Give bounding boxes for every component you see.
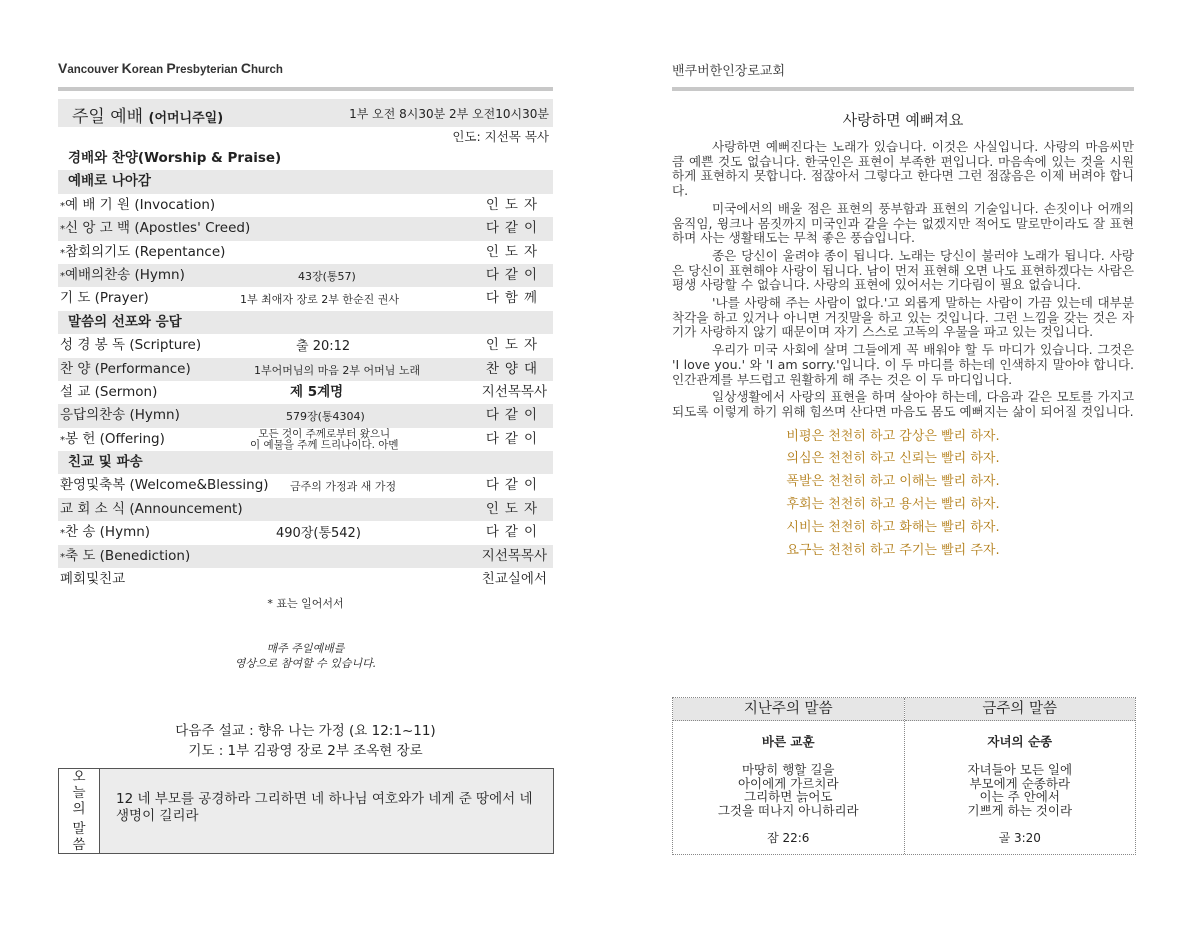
order-section-heading: 친교 및 파송 [58, 451, 553, 474]
order-item-leader: 인도자 [485, 196, 543, 213]
left-page [58, 60, 553, 761]
order-item-leader: 인도자 [485, 500, 543, 517]
standing-mark: * [60, 200, 65, 212]
today-word-label: 오 늘 의 말 씀 [59, 769, 100, 853]
today-word-text: 12 네 부모를 공경하라 그리하면 네 하나님 여호와가 네게 준 땅에서 네 생명이 길리라 [100, 769, 553, 853]
order-item-name: 기 도 (Prayer) [60, 290, 149, 307]
service-title: 주일 예배 (어머니주일) [72, 107, 224, 127]
order-item-name: 성 경 봉 독 (Scripture) [60, 337, 202, 354]
order-item [58, 474, 553, 497]
order-item-name: *찬 송 (Hymn) [60, 524, 151, 541]
essay-body [672, 140, 1134, 420]
standing-mark: * [60, 247, 65, 259]
next-prayer: 기도 : 1부 김광영 장로 2부 조옥현 장로 [188, 743, 423, 760]
order-item-detail: 모든 것이 주께로부터 왔으니 이 예물을 주께 드리나이다. 아멘 [250, 427, 399, 451]
order-item-leader: 친교실에서 [481, 571, 547, 588]
church-name-korean: 밴쿠버한인장로교회 [672, 64, 786, 79]
order-section-heading: 예배로 나아감 [58, 170, 553, 193]
order-item-name: *신 앙 고 백 (Apostles' Creed) [60, 220, 251, 237]
order-item-detail: 490장(통542) [276, 526, 361, 542]
order-item [58, 568, 553, 591]
service-leader: 인도: 지선목 목사 [452, 129, 549, 144]
standing-mark: * [60, 270, 65, 282]
order-item [58, 264, 553, 287]
order-item-leader: 지선목목사 [481, 383, 547, 400]
order-item-name: 환영및축복 (Welcome&Blessing) [60, 477, 269, 494]
motto-item: 의심은 천천히 하고 신뢰는 빨리 하자. [786, 451, 1000, 467]
scripture-table [672, 697, 1136, 855]
order-item-name: *봉 헌 (Offering) [60, 430, 165, 447]
header-divider [672, 87, 1134, 91]
service-block [58, 99, 553, 591]
order-item-leader: 다같이 [485, 266, 543, 283]
order-item [58, 404, 553, 427]
essay-paragraph: 미국에서의 배울 점은 표현의 풍부함과 표현의 기술입니다. 손짓이나 어깨의 움직임, 윙크나 몸짓까지 미국인과 같을 수는 없겠지만 적어도 말로만이라도 잘 표현하며 사는 생활태도는 무척 좋은 풍습입니다. [672, 200, 1134, 246]
order-item [58, 241, 553, 264]
order-item-detail: 579장(통4304) [286, 410, 365, 424]
order-of-worship [58, 147, 553, 591]
order-item-name: 설 교 (Sermon) [60, 383, 158, 400]
order-item-leader: 지선목목사 [481, 547, 547, 564]
order-item-name: *참회의기도 (Repentance) [60, 243, 226, 260]
order-item [58, 287, 553, 310]
order-item [58, 334, 553, 357]
order-item-leader: 인도자 [485, 243, 543, 260]
standing-note: * 표는 일어서서 [267, 597, 344, 611]
order-item [58, 358, 553, 381]
essay-title: 사랑하면 예뻐져요 [842, 111, 964, 129]
order-item-detail: 43장(통57) [298, 269, 356, 283]
essay-paragraph: '나를 사랑해 주는 사람이 없다.'고 외롭게 말하는 사람이 가끔 있는데 대부분 착각을 하고 있거나 아니면 거짓말을 하고 있는 것입니다. 그런 느낌을 갖는 것은 자기가 사랑하지 않기 때문이며 자기 스스로 고독의 우물을 파고 있는 것입니다. [672, 295, 1134, 340]
online-worship-note: 매주 주일예배를 영상으로 참여할 수 있습니다. [234, 642, 377, 671]
order-item-name: 응답의찬송 (Hymn) [60, 407, 180, 424]
order-item-detail: 제 5계명 [290, 383, 344, 400]
next-week-info [58, 721, 553, 761]
essay-paragraph: 우리가 미국 사회에 살며 그들에게 꼭 배워야 할 두 마디가 있습니다. 그것은 'I love you.' 와 'I am sorry.'입니다. 이 두 마디를 하는데 인색하지 말아야 합니다. 인간관계를 부드럽고 원활하게 해 주는 것은 이 두 마디입니다. [672, 342, 1134, 387]
motto-item: 폭발은 천천히 하고 이해는 빨리 하자. [786, 474, 1000, 490]
order-item-name: 찬 양 (Performance) [60, 360, 191, 377]
order-item-leader: 다같이 [485, 477, 543, 494]
essay-paragraph: 사랑하면 예뻐진다는 노래가 있습니다. 이것은 사실입니다. 사랑의 마음씨만큼 예쁜 것도 없습니다. 한국인은 표현이 부족한 편입니다. 마음속에 있는 것을 시원하게 표현하지 못합니다. 점잖아서 그렇다고 한다면 그런 점잖음은 이제 버려야 합니다. [672, 139, 1134, 199]
order-item [58, 428, 553, 451]
standing-mark: * [60, 528, 65, 540]
essay-paragraph: 일상생활에서 사랑의 표현을 하며 살아야 하는데, 다음과 같은 모토를 가지고 되도록 이렇게 하기 위해 힘쓰며 산다면 마음도 몸도 예뻐지는 삶이 되어질 것입니다. [672, 389, 1134, 419]
next-sermon: 다음주 설교 : 향유 나는 가정 (요 12:1~11) [175, 723, 436, 740]
order-item [58, 545, 553, 568]
order-item [58, 498, 553, 521]
service-title-bar [58, 99, 553, 127]
order-item-name: 교 회 소 식 (Announcement) [60, 500, 243, 517]
order-item [58, 217, 553, 240]
standing-mark: * [60, 224, 65, 236]
order-item-name: *축 도 (Benediction) [60, 547, 191, 564]
order-item-leader: 다같이 [485, 407, 543, 424]
header-divider [58, 87, 553, 91]
last-week-word: 지난주의 말씀 바른 교훈 마땅히 행할 길을 아이에게 가르치라 그리하면 늙어도 그것을 떠나지 아니하리라 잠 22:6 [673, 698, 904, 854]
this-week-word: 금주의 말씀 자녀의 순종 자녀들아 모든 일에 부모에게 순종하라 이는 주 안에서 기쁘게 하는 것이라 골 3:20 [904, 698, 1136, 854]
motto-item: 비평은 천천히 하고 감상은 빨리 하자. [786, 428, 1000, 444]
order-item-detail: 1부 최애자 장로 2부 한순진 권사 [240, 293, 399, 307]
order-item-leader: 다함께 [485, 290, 543, 307]
motto-item: 후회는 천천히 하고 용서는 빨리 하자. [786, 497, 1000, 513]
order-section-heading: 경배와 찬양(Worship & Praise) [68, 150, 282, 166]
order-section-heading: 말씀의 선포와 응답 [58, 311, 553, 334]
order-item-detail: 1부어머님의 마음 2부 어머님 노래 [254, 363, 421, 377]
motto-item: 요구는 천천히 하고 주기는 빨리 주자. [786, 542, 1000, 558]
right-page [672, 60, 1134, 562]
order-item-leader: 다같이 [485, 524, 543, 541]
order-item-detail: 금주의 가정과 새 가정 [290, 480, 397, 494]
motto-item: 시비는 천천히 하고 화해는 빨리 하자. [786, 519, 1000, 535]
order-item-leader: 인도자 [485, 337, 543, 354]
order-item [58, 381, 553, 404]
order-item-leader: 다같이 [485, 430, 543, 447]
order-item-leader: 찬양대 [485, 360, 543, 377]
order-item-name: *예배의찬송 (Hymn) [60, 266, 185, 283]
order-item-leader: 다같이 [485, 220, 543, 237]
order-item-name: *예 배 기 원 (Invocation) [60, 196, 216, 213]
order-item-name: 폐회및친교 [60, 571, 126, 588]
essay-paragraph: 종은 당신이 울려야 종이 됩니다. 노래는 당신이 불러야 노래가 됩니다. 사랑은 당신이 표현해야 사랑이 됩니다. 남이 먼저 표현해 오면 나도 표현하겠다는 사람은 평생 사랑할 수 없습니다. 사랑의 표현에 있어서는 기다림이 필요 없습니다. [672, 247, 1134, 293]
standing-mark: * [60, 434, 65, 446]
motto-list [672, 426, 1134, 563]
standing-mark: * [60, 551, 65, 563]
church-name-english: Vancouver Korean Presbyterian Church [58, 60, 283, 76]
service-time: 1부 오전 8시30분 2부 오전10시30분 [349, 107, 549, 121]
today-word-box [58, 768, 554, 854]
order-item-detail: 출 20:12 [296, 339, 351, 355]
order-item [58, 521, 553, 544]
order-item [58, 194, 553, 217]
